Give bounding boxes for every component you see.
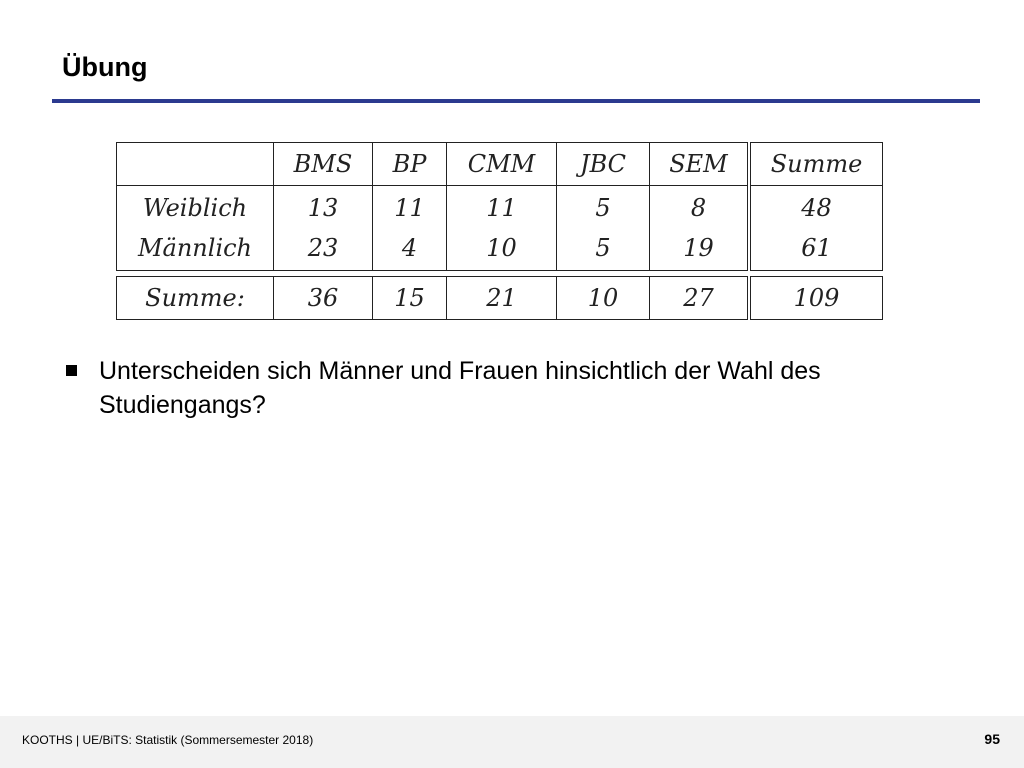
value-weiblich-summe: 48 [801,194,832,222]
bullet-item [66,354,966,422]
header-cell-empty [117,143,274,186]
bp-cell [373,186,447,271]
value-maennlich-cmm: 10 [486,234,517,262]
value-maennlich-bp: 4 [401,234,418,262]
value-weiblich-bp: 11 [394,194,425,222]
value-maennlich-sem: 19 [683,234,714,262]
row-labels-cell [117,186,274,271]
total-sem: 27 [650,277,750,320]
total-label: Summe: [117,277,274,320]
cmm-cell [447,186,557,271]
bullet-text: Unterscheiden sich Männer und Frauen hinsichtlich der Wahl des Studiengangs? [99,357,821,419]
row-label-maennlich: Männlich [137,234,253,262]
header-cell-jbc: JBC [557,143,650,186]
footer-text: KOOTHS | UE/BiTS: Statistik (Sommersemester 2018) [22,733,314,747]
value-weiblich-bms: 13 [307,194,339,222]
sem-cell [650,186,750,271]
total-jbc: 10 [557,277,650,320]
total-bp: 15 [373,277,447,320]
value-weiblich-cmm: 11 [486,194,517,222]
jbc-cell [557,186,650,271]
row-label-weiblich: Weiblich [142,194,248,222]
page-number: 95 [984,731,1000,747]
value-weiblich-jbc: 5 [595,194,611,222]
contingency-table [116,142,883,271]
totals-table [116,276,883,320]
header-cell-bms: BMS [274,143,373,186]
total-cmm: 21 [447,277,557,320]
header-cell-sem: SEM [650,143,750,186]
totals-row [117,277,883,320]
value-maennlich-summe: 61 [801,234,832,262]
header-cell-summe: Summe [749,143,883,186]
header-cell-bp: BP [373,143,447,186]
bms-cell [274,186,373,271]
table-header-row [117,143,883,186]
table-body-row [117,186,883,271]
total-bms: 36 [274,277,373,320]
slide-title: Übung [62,52,148,82]
summe-cell [749,186,883,271]
value-weiblich-sem: 8 [690,194,707,222]
total-summe: 109 [749,277,883,320]
square-bullet-icon [66,365,77,376]
header-cell-cmm: CMM [447,143,557,186]
value-maennlich-bms: 23 [307,234,339,262]
title-underline [52,99,980,103]
value-maennlich-jbc: 5 [595,234,611,262]
